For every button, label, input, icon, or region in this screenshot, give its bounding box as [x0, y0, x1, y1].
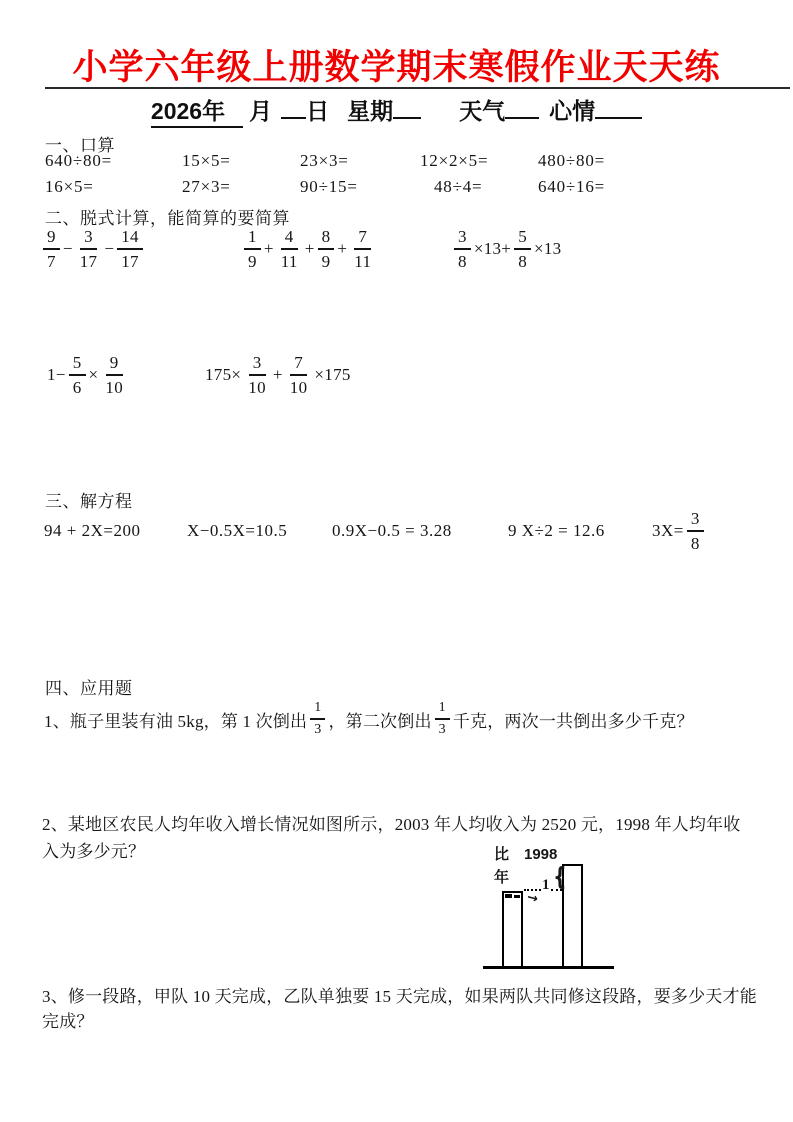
oral-problem: 480÷80=	[538, 151, 606, 170]
fraction: $\frac{4}{11}$	[280, 227, 298, 271]
fraction-expression-4: 1− $\frac{5}{6}$ × $\frac{9}{10}$	[45, 353, 128, 397]
section-heading-oral: 一、口算	[45, 136, 115, 155]
oral-problem: 23×3=	[300, 151, 349, 170]
fraction: $\frac{7}{10}$	[289, 353, 308, 397]
fraction: $\frac{9}{7}$	[43, 227, 60, 271]
date-mood-label: 心情	[549, 98, 596, 124]
fraction-expression-2: $\frac{1}{9}$ + $\frac{4}{11}$ + $\frac{8}{9}$ + $\frac{7}{11}$	[243, 227, 376, 271]
oral-problem: 90÷15=	[300, 177, 358, 196]
equation-4: 9 X÷2 = 12.6	[508, 521, 605, 540]
pointer-arrow-icon: →	[525, 889, 540, 908]
fill-blank-mood	[595, 95, 642, 119]
word-problem-3: 3、修一段路，甲队 10 天完成，乙队单独要 15 天完成，如果两队共同修这段路，要多少天才能完成？	[42, 987, 757, 1031]
clipped-glyph-fragment	[505, 894, 512, 898]
clipped-glyph-fragment	[514, 895, 520, 898]
oral-problem: 640÷80=	[45, 151, 113, 170]
fraction-expression-5: 175× $\frac{3}{10}$ + $\frac{7}{10}$ ×175	[205, 353, 351, 397]
fraction: $\frac{5}{6}$	[69, 353, 86, 397]
fraction: $\frac{1}{9}$	[244, 227, 261, 271]
fraction: $\frac{3}{8}$	[687, 509, 704, 553]
oral-problem: 16×5=	[45, 177, 94, 196]
oral-problem: 27×3=	[182, 177, 231, 196]
word-problem-1: 1、瓶子里装有油 5kg，第 1 次倒出 $\frac{1}{3}$ ，第二次倒出 $\frac{1}{3}$ 千克，两次一共倒出多少千克？	[44, 700, 694, 737]
fraction: $\frac{14}{17}$	[117, 227, 143, 271]
bar-1998	[502, 891, 523, 968]
fraction: $\frac{3}{8}$	[454, 227, 471, 271]
oral-row-2	[45, 177, 605, 197]
section-heading-equations: 三、解方程	[45, 492, 133, 511]
date-day-label: 日	[306, 98, 330, 124]
oral-problem: 12×2×5=	[420, 151, 489, 170]
equation-5: 3X= $\frac{3}{8}$	[650, 509, 705, 553]
increase-brace: {	[553, 862, 567, 891]
fraction: $\frac{1}{3}$	[310, 700, 325, 738]
fraction: $\frac{3}{10}$	[248, 353, 266, 397]
date-year: 2026年	[151, 93, 243, 128]
fraction-expression-3: $\frac{3}{8}$ ×13+ $\frac{5}{8}$ ×13	[453, 227, 564, 271]
equation-2: X−0.5X=10.5	[187, 521, 288, 540]
section-heading-word-problems: 四、应用题	[45, 679, 133, 698]
date-weather-label: 天气	[459, 98, 506, 124]
fraction-expression-1: $\frac{9}{7}$ − $\frac{3}{17}$ − $\frac{14}{17}$	[42, 227, 144, 271]
fraction: $\frac{1}{3}$	[435, 700, 450, 738]
page-title: 小学六年级上册数学期末寒假作业天天练	[72, 48, 721, 87]
date-month-label: 月	[249, 98, 273, 124]
fraction: $\frac{5}{8}$	[514, 227, 531, 271]
oral-row-1	[45, 151, 605, 171]
word-problem-2: 2、某地区农民人均年收入增长情况如图所示，2003 年人均收入为 2520 元，1998 年人均年收入为多少元？	[42, 815, 741, 861]
chart-baseline	[483, 966, 614, 969]
chart-caption-line1: 比 1998	[494, 846, 558, 863]
fraction: $\frac{7}{11}$	[354, 227, 372, 271]
oral-problem: 15×5=	[182, 151, 231, 170]
section-heading-stepcalc: 二、脱式计算，能简算的要简算	[45, 209, 290, 228]
unit-label: 1	[542, 877, 550, 893]
fill-blank-day	[281, 95, 306, 119]
fraction: $\frac{3}{17}$	[79, 227, 98, 271]
chart-caption-line2: 年	[494, 869, 510, 886]
date-weekday-label: 星期	[347, 98, 394, 124]
fill-blank-weekday	[393, 95, 421, 119]
title-divider	[45, 87, 790, 89]
oral-problem: 48÷4=	[434, 177, 483, 196]
equation-1: 94 + 2X=200	[44, 521, 141, 540]
equation-3: 0.9X−0.5 = 3.28	[332, 521, 452, 540]
fill-blank-weather	[505, 95, 539, 119]
fraction: $\frac{8}{9}$	[318, 227, 335, 271]
oral-problem: 640÷16=	[538, 177, 606, 196]
date-line	[0, 93, 793, 128]
fraction: $\frac{9}{10}$	[105, 353, 123, 397]
